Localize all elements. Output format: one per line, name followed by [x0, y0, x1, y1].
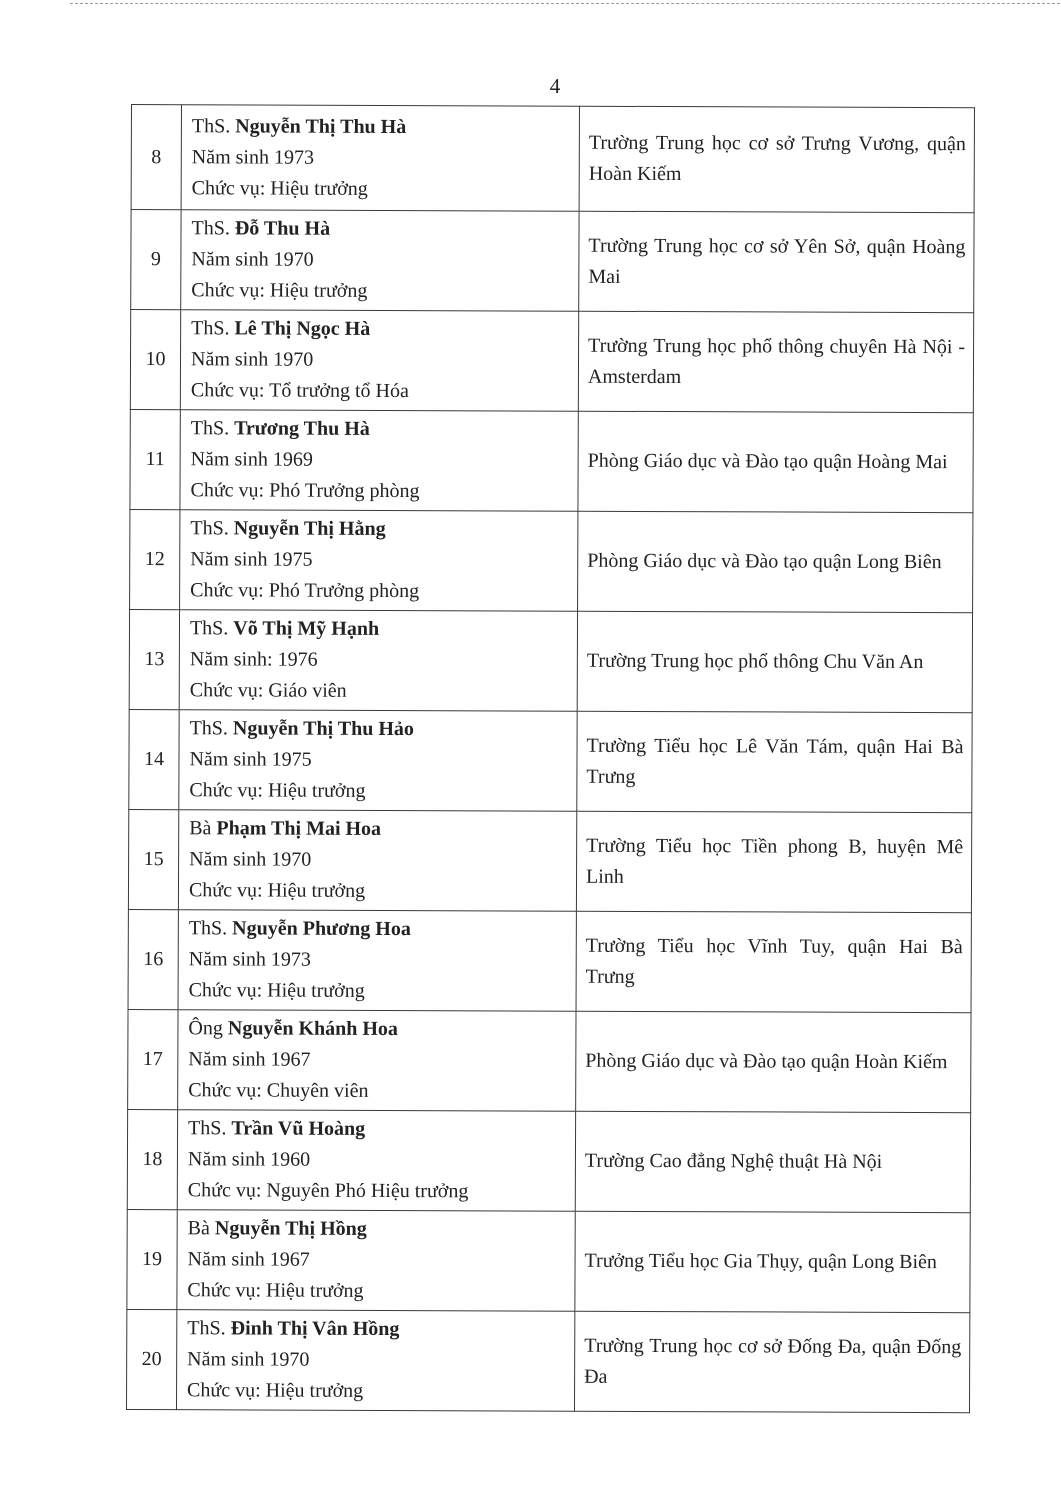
row-number: 16 — [128, 909, 178, 1009]
person-cell — [180, 410, 578, 512]
birth-year: Năm sinh 1973 — [188, 948, 311, 971]
table-row — [127, 1209, 970, 1312]
workplace: Trường Trung học phổ thông chuyên Hà Nội - Amsterdam — [578, 311, 973, 413]
position: Chức vụ: Hiệu trưởng — [191, 176, 368, 200]
position: Chức vụ: Hiệu trưởng — [187, 1379, 364, 1402]
table-row — [130, 409, 973, 512]
position: Chức vụ: Hiệu trưởng — [188, 879, 366, 902]
table-row — [127, 1109, 970, 1212]
row-number: 10 — [130, 310, 180, 410]
person-name: Nguyễn Thị Thu Hảo — [232, 717, 415, 741]
person-name-line — [187, 1313, 568, 1345]
workplace: Trưởng Tiểu học Gia Thụy, quận Long Biên — [575, 1211, 970, 1313]
person-name: Đinh Thị Vân Hồng — [230, 1317, 400, 1341]
table-row — [129, 609, 972, 712]
person-name: Lê Thị Ngọc Hà — [234, 317, 371, 340]
row-number: 8 — [131, 105, 181, 210]
person-name: Nguyễn Thị Hồng — [214, 1217, 367, 1240]
position: Chức vụ: Chuyên viên — [188, 1079, 369, 1102]
person-name-line — [190, 613, 571, 645]
birth-year: Năm sinh 1975 — [190, 548, 313, 571]
person-name-line — [192, 111, 573, 143]
table-row — [128, 909, 971, 1012]
person-name-line — [191, 413, 572, 445]
person-cell — [178, 810, 576, 912]
workplace: Trường Trung học cơ sở Yên Sở, quận Hoàng Mai — [579, 211, 974, 313]
person-name-line — [189, 913, 570, 945]
table-row — [128, 1009, 971, 1112]
birth-year: Năm sinh 1970 — [187, 1348, 310, 1371]
person-name: Phạm Thị Mai Hoa — [216, 817, 382, 840]
birth-year: Năm sinh 1973 — [191, 145, 315, 169]
birth-year: Năm sinh 1970 — [190, 348, 314, 371]
person-cell — [178, 910, 576, 1012]
position: Chức vụ: Nguyên Phó Hiệu trưởng — [187, 1179, 469, 1203]
row-number: 11 — [130, 409, 180, 509]
birth-year: Năm sinh 1967 — [187, 1248, 310, 1271]
person-name: Nguyễn Phương Hoa — [232, 917, 411, 941]
table-row — [126, 1309, 969, 1412]
table-row — [129, 709, 972, 812]
person-cell — [179, 710, 577, 812]
person-cell — [181, 210, 579, 312]
birth-year: Năm sinh 1970 — [191, 248, 314, 271]
table-row — [128, 809, 971, 912]
position: Chức vụ: Hiệu trưởng — [189, 779, 366, 802]
person-name-line — [189, 813, 570, 845]
person-title: ThS. — [190, 517, 229, 540]
table-row — [131, 210, 974, 313]
top-edge-rule — [70, 3, 1060, 4]
personnel-table-body — [126, 105, 974, 1413]
workplace: Trường Trung học phổ thông Chu Văn An — [577, 611, 972, 713]
person-title: Ông — [188, 1017, 223, 1040]
person-title: ThS. — [189, 617, 229, 640]
table-row — [131, 105, 974, 213]
birth-year: Năm sinh 1969 — [190, 448, 313, 471]
workplace: Trường Tiểu học Lê Văn Tám, quận Hai Bà Trưng — [577, 711, 972, 813]
person-name: Võ Thị Mỹ Hạnh — [233, 617, 380, 640]
position: Chức vụ: Phó Trưởng phòng — [190, 479, 420, 503]
person-title: Bà — [189, 817, 212, 840]
row-number: 19 — [127, 1209, 177, 1309]
personnel-table — [126, 104, 975, 1413]
row-number: 12 — [130, 509, 180, 609]
birth-year: Năm sinh 1967 — [188, 1048, 311, 1071]
person-cell — [181, 105, 579, 212]
person-title: ThS. — [191, 114, 231, 137]
workplace: Phòng Giáo dục và Đào tạo quận Long Biên — [578, 511, 973, 613]
workplace: Trường Tiểu học Tiền phong B, huyện Mê Linh — [576, 811, 971, 913]
position: Chức vụ: Hiệu trưởng — [191, 279, 368, 302]
position: Chức vụ: Hiệu trưởng — [187, 1279, 364, 1302]
person-title: ThS. — [188, 1117, 227, 1140]
page-number: 4 — [549, 74, 561, 98]
table-row — [130, 310, 973, 413]
person-name: Nguyễn Thị Thu Hà — [235, 114, 407, 138]
person-cell — [177, 1210, 575, 1312]
person-title: Bà — [187, 1217, 210, 1240]
position: Chức vụ: Phó Trưởng phòng — [190, 579, 420, 603]
row-number: 13 — [129, 609, 179, 709]
row-number: 9 — [131, 210, 181, 310]
workplace: Phòng Giáo dục và Đào tạo quận Hoàng Mai — [578, 411, 973, 513]
person-cell — [178, 1010, 576, 1112]
workplace: Trường Trung học cơ sở Đống Đa, quận Đống Đa — [574, 1311, 969, 1413]
person-cell — [180, 310, 578, 412]
position: Chức vụ: Hiệu trưởng — [188, 979, 365, 1002]
person-title: ThS. — [191, 317, 230, 340]
person-cell — [180, 510, 578, 612]
row-number: 17 — [128, 1009, 178, 1109]
person-name-line — [190, 513, 571, 545]
workplace: Phòng Giáo dục và Đào tạo quận Hoàn Kiếm — [576, 1011, 971, 1113]
person-name-line — [188, 1013, 569, 1045]
person-title: ThS. — [191, 217, 230, 240]
position: Chức vụ: Giáo viên — [189, 679, 347, 702]
person-name: Trần Vũ Hoàng — [231, 1117, 366, 1140]
person-name-line — [191, 213, 572, 245]
row-number: 14 — [129, 709, 179, 809]
birth-year: Năm sinh 1970 — [189, 848, 312, 871]
person-cell — [179, 610, 577, 712]
person-cell — [177, 1110, 575, 1212]
person-title: ThS. — [188, 917, 228, 940]
birth-year: Năm sinh 1975 — [189, 748, 312, 771]
workplace: Trường Tiểu học Vĩnh Tuy, quận Hai Bà Trưng — [576, 911, 971, 1013]
row-number: 15 — [128, 809, 178, 909]
person-cell — [176, 1310, 574, 1412]
birth-year: Năm sinh: 1976 — [189, 648, 318, 671]
person-name: Nguyễn Thị Hằng — [233, 517, 386, 540]
workplace: Trường Trung học cơ sở Trưng Vương, quận Hoàn Kiếm — [579, 106, 974, 213]
person-name: Trương Thu Hà — [234, 417, 370, 440]
workplace: Trường Cao đẳng Nghệ thuật Hà Nội — [575, 1111, 970, 1213]
person-name-line — [190, 713, 571, 745]
person-name-line — [188, 1113, 569, 1145]
person-title: ThS. — [189, 717, 228, 740]
row-number: 18 — [127, 1109, 177, 1209]
person-name: Đỗ Thu Hà — [234, 217, 331, 240]
row-number: 20 — [126, 1309, 176, 1409]
person-title: ThS. — [190, 417, 230, 440]
birth-year: Năm sinh 1960 — [187, 1148, 311, 1171]
person-title: ThS. — [187, 1317, 226, 1340]
person-name: Nguyễn Khánh Hoa — [227, 1017, 399, 1041]
person-name-line — [188, 1213, 569, 1245]
table-row — [130, 509, 973, 612]
person-name-line — [191, 313, 572, 345]
position: Chức vụ: Tổ trưởng tổ Hóa — [190, 379, 409, 403]
